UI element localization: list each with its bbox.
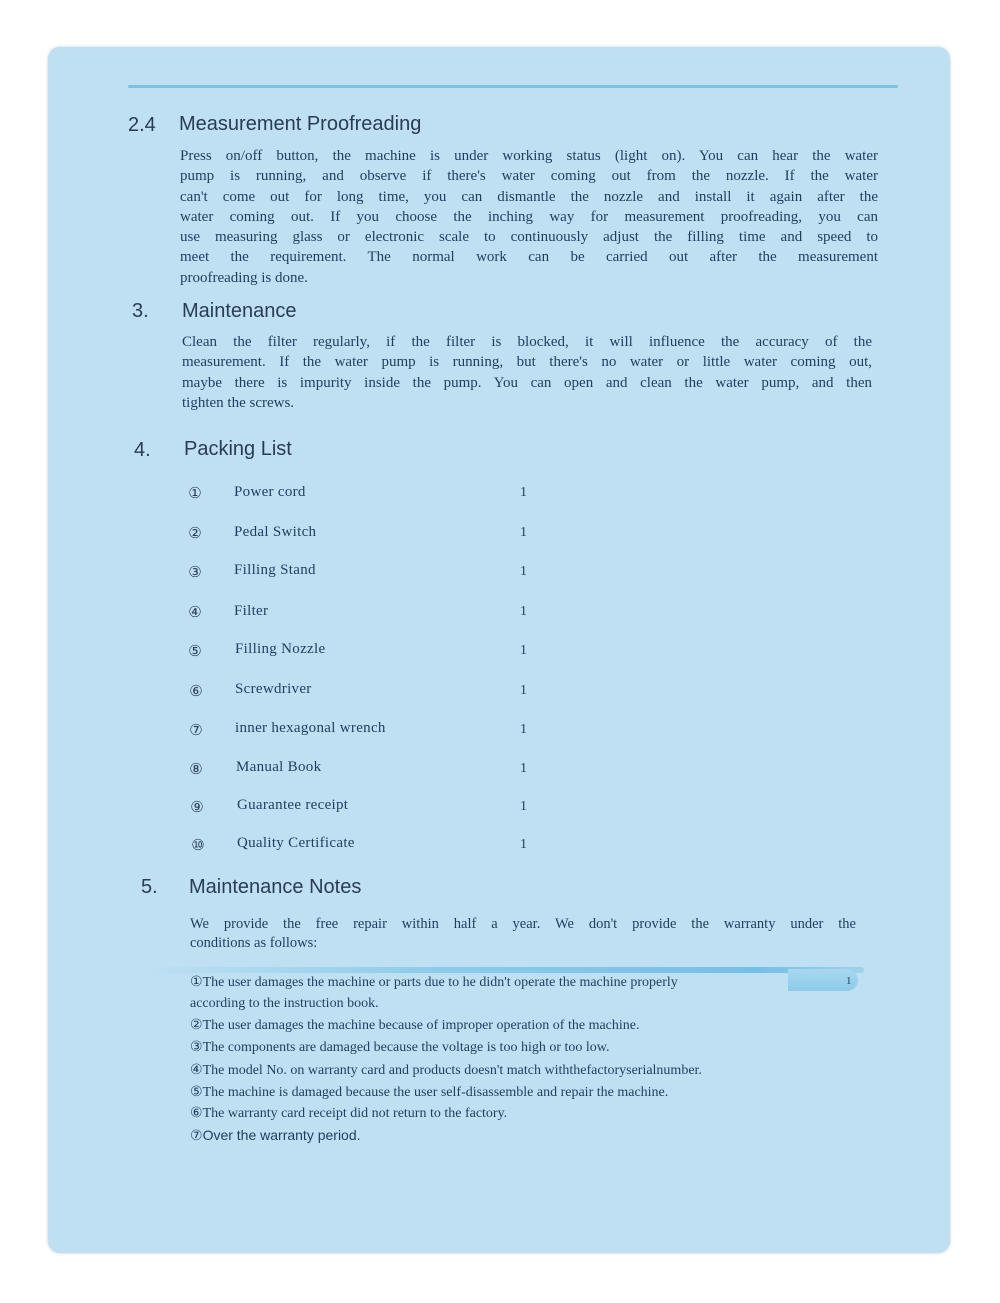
note-text: The components are damaged because the voltage is too high or too low. <box>202 1040 610 1055</box>
list-item-name: Screwdriver <box>235 681 312 697</box>
body-line: tighten the screws. <box>182 394 295 411</box>
body-line: meet the requirement. The normal work can be carried out after the measurement <box>180 249 878 266</box>
note-index: ② <box>190 1017 203 1033</box>
note-item <box>190 1127 361 1144</box>
note-item <box>190 1017 640 1034</box>
note-index: ③ <box>190 1039 203 1055</box>
section-number: 4. <box>134 439 151 461</box>
note-index: ⑤ <box>190 1084 203 1100</box>
section-number: 5. <box>141 876 158 898</box>
list-item-name: Filling Nozzle <box>235 641 326 657</box>
list-item-name: inner hexagonal wrench <box>235 720 386 736</box>
list-item-name: Manual Book <box>236 759 322 775</box>
body-line: pump is running, and observe if there's water coming out from the nozzle. If the water <box>180 168 878 185</box>
list-item-name: Filling Stand <box>234 562 316 578</box>
section-title: Maintenance Notes <box>189 876 362 898</box>
note-text: The user damages the machine or parts due to he didn't operate the machine properly <box>202 975 678 990</box>
list-item-number: ⑤ <box>188 642 202 660</box>
section-number: 2.4 <box>128 114 156 136</box>
note-item <box>190 995 379 1012</box>
list-item-qty: 1 <box>520 485 527 500</box>
list-item-name: Quality Certificate <box>237 835 355 851</box>
list-item-qty: 1 <box>520 564 527 579</box>
list-item-qty: 1 <box>520 837 527 852</box>
list-item-name: Guarantee receipt <box>237 797 349 813</box>
note-text: The machine is damaged because the user self-disassemble and repair the machine. <box>202 1085 669 1100</box>
document-page <box>48 47 950 1253</box>
note-item <box>190 1105 507 1122</box>
section-title: Measurement Proofreading <box>179 113 422 135</box>
note-item <box>190 1039 609 1056</box>
note-index: ⑦ <box>190 1128 203 1144</box>
note-item <box>190 1084 668 1101</box>
list-item-name: Filter <box>234 603 269 619</box>
section-number: 3. <box>132 300 149 322</box>
body-line: Press on/off button, the machine is under working status (light on). You can hear the water <box>180 148 878 164</box>
list-item-number: ④ <box>188 603 202 621</box>
list-item-qty: 1 <box>520 722 527 737</box>
body-line: proofreading is done. <box>180 269 308 286</box>
body-line: measurement. If the water pump is running, but there's no water or little water coming out, <box>182 354 872 371</box>
list-item-number: ③ <box>188 563 202 581</box>
note-text: The user damages the machine because of improper operation of the machine. <box>202 1018 640 1033</box>
body-line: water coming out. If you choose the inching way for measurement proofreading, you can <box>180 208 878 225</box>
body-line: use measuring glass or electronic scale to continuously adjust the filling time and speed to <box>180 229 878 246</box>
list-item-name: Pedal Switch <box>234 524 317 540</box>
page-number: 1 <box>846 975 852 987</box>
intro-line: conditions as follows: <box>190 935 318 951</box>
body-line: can't come out for long time, you can dismantle the nozzle and install it again after the <box>180 188 878 205</box>
list-item-number: ① <box>188 484 202 502</box>
list-item-number: ⑧ <box>189 760 203 778</box>
list-item-number: ⑨ <box>190 798 204 816</box>
footer-rule <box>144 967 864 973</box>
body-line: maybe there is impurity inside the pump. You can open and clean the water pump, and then <box>182 374 872 391</box>
note-text: The warranty card receipt did not return to the factory. <box>202 1106 508 1121</box>
note-text: according to the instruction book. <box>190 996 379 1011</box>
note-item <box>190 974 678 991</box>
section-body <box>180 146 878 288</box>
header-rule <box>128 85 898 88</box>
note-index: ⑥ <box>190 1105 203 1121</box>
list-item-qty: 1 <box>520 761 527 776</box>
section-title: Maintenance <box>182 300 297 322</box>
list-item-name: Power cord <box>234 484 306 500</box>
list-item-number: ⑥ <box>189 682 203 700</box>
note-index: ① <box>190 974 203 990</box>
list-item-qty: 1 <box>520 525 527 540</box>
list-item-number: ⑦ <box>189 721 203 739</box>
section-title: Packing List <box>184 438 292 460</box>
list-item-qty: 1 <box>520 604 527 619</box>
note-text: Over the warranty period. <box>202 1127 361 1143</box>
intro-line: We provide the free repair within half a year. We don't provide the warranty under the <box>190 916 856 932</box>
list-item-qty: 1 <box>520 799 527 814</box>
list-item-number: ⑩ <box>191 836 205 854</box>
note-index: ④ <box>190 1062 203 1078</box>
body-line: Clean the filter regularly, if the filter is blocked, it will influence the accuracy of the <box>182 334 872 350</box>
section-body <box>182 332 872 413</box>
note-text: The model No. on warranty card and products doesn't match withthefactoryserialnumber. <box>202 1063 702 1078</box>
note-item <box>190 1062 702 1079</box>
list-item-qty: 1 <box>520 683 527 698</box>
list-item-number: ② <box>188 524 202 542</box>
section-intro <box>190 915 856 953</box>
list-item-qty: 1 <box>520 643 527 658</box>
